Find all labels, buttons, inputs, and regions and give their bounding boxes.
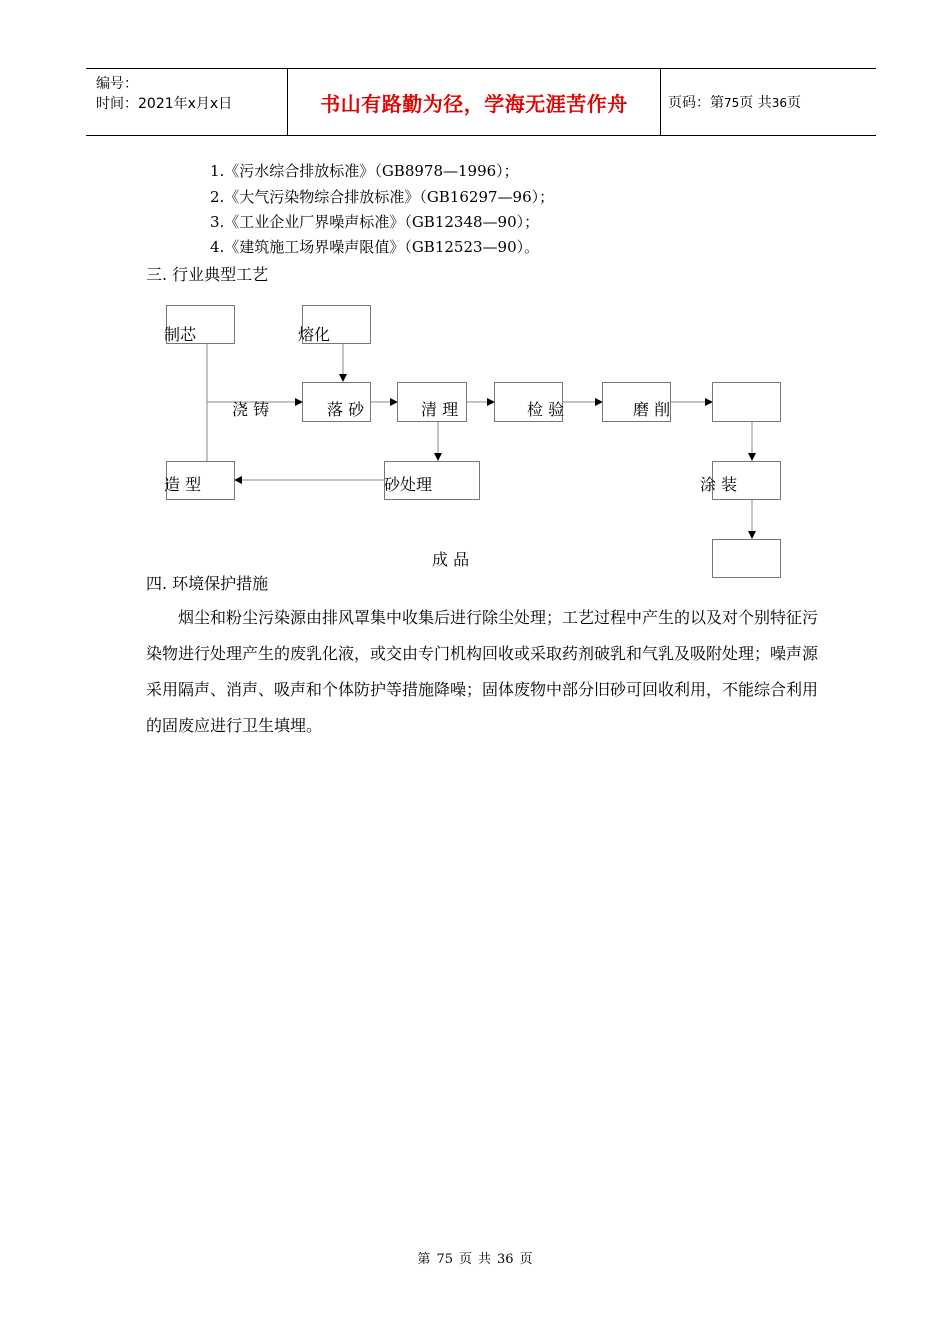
flow-label-coating: 涂 装 [700, 475, 738, 494]
footer-page-total: 36 [497, 1252, 514, 1267]
section-3-title: 三. 行业典型工艺 [146, 265, 269, 284]
flow-label-melt: 熔化 [298, 325, 331, 344]
flow-label-mold: 造 型 [164, 475, 202, 494]
flow-box-empty [712, 382, 781, 422]
flow-label-product: 成 品 [432, 550, 470, 569]
header-page-total: 36 [771, 96, 788, 110]
page-footer: 第 75 页 共 36 页 [417, 1252, 533, 1267]
footer-page-current: 75 [436, 1252, 453, 1267]
standard-item: 3.《工业企业厂界噪声标准》（GB12348—90）； [210, 213, 540, 231]
doc-time: 时间：2021年x月x日 [96, 96, 233, 112]
flow-label-core: 制芯 [164, 325, 197, 344]
flow-connectors [0, 0, 950, 600]
flow-label-clean: 清 理 [421, 400, 459, 419]
flow-box-final [712, 539, 781, 578]
doc-number-label: 编号： [96, 76, 138, 92]
flow-label-shakeout: 落 砂 [327, 400, 365, 419]
flow-label-sand: 砂处理 [384, 475, 433, 494]
standard-item: 4.《建筑施工场界噪声限值》（GB12523—90）。 [210, 238, 540, 256]
flow-label-inspect: 检 验 [527, 400, 565, 419]
header-motto: 书山有路勤为径，学海无涯苦作舟 [320, 92, 628, 116]
flow-label-pour: 浇 铸 [232, 400, 270, 419]
standard-item: 1.《污水综合排放标准》（GB8978—1996）； [210, 162, 519, 180]
standard-item: 2.《大气污染物综合排放标准》（GB16297—96）； [210, 188, 555, 206]
flow-label-grind: 磨 削 [633, 400, 671, 419]
header-page-info: 页码：第75页 共36页 [668, 95, 802, 111]
section-4-paragraph: 烟尘和粉尘污染源由排风罩集中收集后进行除尘处理；工艺过程中产生的以及对个别特征污染物进行处理产生的废乳化液，或交由专门机构回收或采取药剂破乳和气乳及吸附处理；噪声源采用隔声、消声、吸声和个体防护等措施降噪；固体废物中部分旧砂可回收利用，不能综合利用的固废应进行卫生填埋。 [146, 608, 819, 735]
header-page-current: 75 [724, 96, 740, 110]
section-4-title: 四. 环境保护措施 [146, 574, 269, 593]
